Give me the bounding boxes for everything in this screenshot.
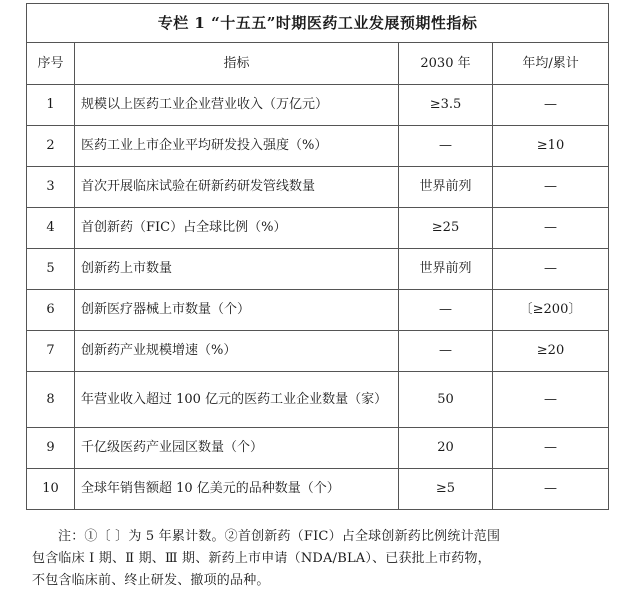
table-row bbox=[27, 208, 609, 249]
row-index: 10 bbox=[27, 469, 75, 510]
footnote-line: 注：①〔 〕为 5 年累计数。②首创新药（FIC）占全球创新药比例统计范围 bbox=[58, 529, 501, 544]
row-indicator: 创新医疗器械上市数量（个） bbox=[75, 290, 399, 331]
row-2030-value: 世界前列 bbox=[399, 167, 493, 208]
row-indicator: 千亿级医药产业园区数量（个） bbox=[75, 428, 399, 469]
table-row bbox=[27, 167, 609, 208]
row-annual-value: ≥10 bbox=[493, 126, 609, 167]
row-index: 1 bbox=[27, 85, 75, 126]
row-annual-value: — bbox=[493, 428, 609, 469]
row-annual-value: — bbox=[493, 167, 609, 208]
row-annual-value: — bbox=[493, 85, 609, 126]
row-annual-value: ≥20 bbox=[493, 331, 609, 372]
table-row bbox=[27, 331, 609, 372]
row-indicator: 规模以上医药工业企业营业收入（万亿元） bbox=[75, 85, 399, 126]
row-annual-value: — bbox=[493, 469, 609, 510]
row-2030-value: ≥5 bbox=[399, 469, 493, 510]
row-indicator: 医药工业上市企业平均研发投入强度（%） bbox=[75, 126, 399, 167]
row-2030-value: ≥25 bbox=[399, 208, 493, 249]
table-title-row bbox=[27, 4, 609, 43]
indicator-table bbox=[26, 3, 609, 510]
table-row bbox=[27, 126, 609, 167]
row-index: 3 bbox=[27, 167, 75, 208]
row-indicator: 首次开展临床试验在研新药研发管线数量 bbox=[75, 167, 399, 208]
row-2030-value: 20 bbox=[399, 428, 493, 469]
row-index: 9 bbox=[27, 428, 75, 469]
row-index: 4 bbox=[27, 208, 75, 249]
table-row bbox=[27, 290, 609, 331]
row-indicator: 创新药产业规模增速（%） bbox=[75, 331, 399, 372]
row-indicator: 年营业收入超过 100 亿元的医药工业企业数量（家） bbox=[75, 372, 399, 428]
table-footnote bbox=[32, 526, 608, 592]
footnote-line: 包含临床 Ⅰ 期、Ⅱ 期、Ⅲ 期、新药上市申请（NDA/BLA）、已获批上市药物， bbox=[32, 551, 491, 566]
table-header-row bbox=[27, 43, 609, 85]
row-index: 6 bbox=[27, 290, 75, 331]
row-index: 2 bbox=[27, 126, 75, 167]
header-indicator: 指标 bbox=[75, 43, 399, 85]
row-2030-value: 世界前列 bbox=[399, 249, 493, 290]
table-row bbox=[27, 85, 609, 126]
row-2030-value: — bbox=[399, 126, 493, 167]
row-2030-value: — bbox=[399, 290, 493, 331]
header-annual-cumulative: 年均/累计 bbox=[493, 43, 609, 85]
header-2030: 2030 年 bbox=[399, 43, 493, 85]
row-index: 5 bbox=[27, 249, 75, 290]
row-indicator: 首创新药（FIC）占全球比例（%） bbox=[75, 208, 399, 249]
row-index: 8 bbox=[27, 372, 75, 428]
row-2030-value: 50 bbox=[399, 372, 493, 428]
row-indicator: 全球年销售额超 10 亿美元的品种数量（个） bbox=[75, 469, 399, 510]
table-row bbox=[27, 249, 609, 290]
table-title: 专栏 1 “十五五”时期医药工业发展预期性指标 bbox=[27, 4, 609, 43]
header-index: 序号 bbox=[27, 43, 75, 85]
row-2030-value: — bbox=[399, 331, 493, 372]
table-row bbox=[27, 469, 609, 510]
row-annual-value: — bbox=[493, 208, 609, 249]
row-annual-value: — bbox=[493, 372, 609, 428]
table-row bbox=[27, 372, 609, 428]
row-indicator: 创新药上市数量 bbox=[75, 249, 399, 290]
row-annual-value: — bbox=[493, 249, 609, 290]
row-annual-value: 〔≥200〕 bbox=[493, 290, 609, 331]
footnote-line: 不包含临床前、终止研发、撤项的品种。 bbox=[32, 573, 270, 588]
row-index: 7 bbox=[27, 331, 75, 372]
row-2030-value: ≥3.5 bbox=[399, 85, 493, 126]
table-row bbox=[27, 428, 609, 469]
